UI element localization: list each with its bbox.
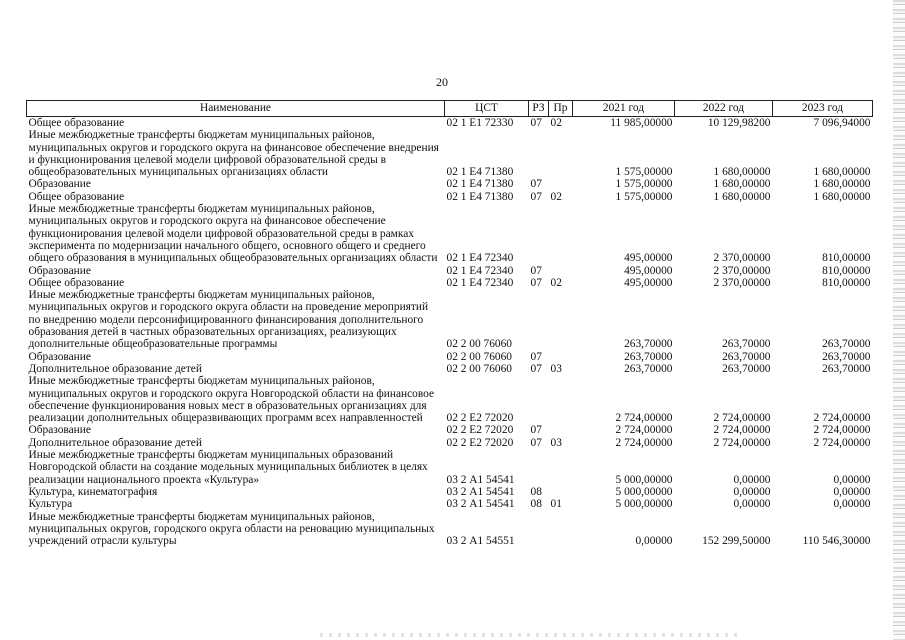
cell-name: Иные межбюджетные трансферты бюджетам муниципальных районов, муниципальных округов, городского округа области на реновацию муниципальных учреждений отрасли культуры [28,510,435,548]
cell-name: Иные межбюджетные трансферты бюджетам муниципальных районов, муниципальных округов и городского округа на финансовое обеспечение функционирования целевой модели цифровой образовательной среды в рамках эксперимента по модернизации начального общего, основного общего и среднего общего образования в муниципальных общеобразовательных организациях области [28,203,438,265]
scan-edge [893,0,905,640]
cell-v2021: 2 724,00000 [615,424,673,437]
header-cst: ЦСТ [445,101,529,117]
cell-pr: 03 [550,436,562,449]
cell-v2021: 5 000,00000 [615,498,673,511]
cell-pr: 03 [550,362,562,375]
cell-v2021: 495,00000 [624,276,673,289]
cell-v2022: 263,70000 [722,338,771,351]
cell-name: Образование [28,424,91,437]
cell-cst: 02 2 Е2 72020 [446,424,514,437]
cell-v2021: 2 724,00000 [615,412,673,425]
cell-v2023: 0,00000 [833,485,871,498]
cell-v2022: 2 724,00000 [713,436,771,449]
table-row [27,178,873,190]
cell-cst: 02 2 00 76060 [446,338,512,351]
cell-cst: 02 1 Е1 72330 [446,117,514,129]
table-row [27,498,873,510]
header-2022: 2022 год [675,101,773,117]
cell-rz: 07 [530,362,542,375]
cell-v2022: 0,00000 [733,473,771,486]
cell-rz [529,203,549,264]
table-row [27,363,873,375]
cell-v2023: 2 724,00000 [813,424,871,437]
cell-v2022: 10 129,98200 [707,117,771,129]
header-row [27,101,873,117]
cell-name: Общее образование [28,117,125,129]
cell-v2021: 11 985,00000 [610,117,673,129]
cell-v2022: 263,70000 [722,362,771,375]
table-row [27,117,873,130]
cell-v2023: 110 546,30000 [802,535,871,548]
cell-rz: 07 [530,117,542,129]
cell-cst: 03 2 А1 54541 [446,498,515,511]
cell-name: Иные межбюджетные трансферты бюджетам муниципальных районов, муниципальных округов и городского округа области на проведение мероприятий по внедрению модели персонифицированного финансирования дополнительного образования детей в частных образовательных организациях, реализующих дополнительные общеобразовательные программы [28,289,429,351]
cell-v2023: 263,70000 [822,362,871,375]
table-row [27,449,873,486]
cell-v2023: 810,00000 [822,276,871,289]
cell-rz [529,289,549,350]
cell-pr [549,424,573,436]
cell-pr: 02 [550,190,562,203]
cell-v2023: 2 724,00000 [813,436,871,449]
header-2023: 2023 год [773,101,873,117]
cell-v2022: 2 370,00000 [713,264,771,277]
cell-v2022: 2 724,00000 [713,424,771,437]
cell-v2023: 1 680,00000 [813,178,871,191]
scan-noise [320,633,740,637]
cell-v2021: 263,70000 [624,350,673,363]
cell-rz: 07 [530,276,542,289]
cell-rz [529,511,549,548]
table-row [27,265,873,277]
cell-cst: 03 2 А1 54551 [446,535,515,548]
cell-v2021: 263,70000 [624,338,673,351]
cell-pr [549,351,573,363]
cell-v2023: 810,00000 [822,264,871,277]
cell-name: Иные межбюджетные трансферты бюджетам муниципальных районов, муниципальных округов и городского округа Новгородской области на финансовое обеспечение функционирования новых мест в образовательных организациях для реализации дополнительных общеразвивающих программ всех направленностей [28,375,435,425]
cell-cst: 03 2 А1 54541 [446,473,515,486]
cell-v2023: 0,00000 [833,473,871,486]
cell-v2022: 0,00000 [733,485,771,498]
cell-cst: 03 2 А1 54541 [446,485,515,498]
cell-pr: 01 [550,498,562,511]
cell-rz: 07 [530,178,542,191]
cell-name: Общее образование [28,276,125,289]
cell-rz [529,449,549,486]
cell-pr [549,289,573,350]
cell-cst: 02 2 00 76060 [446,350,512,363]
cell-rz: 07 [530,264,542,277]
cell-rz [529,375,549,424]
cell-v2021: 5 000,00000 [615,485,673,498]
table-row [27,486,873,498]
cell-v2021: 263,70000 [624,362,673,375]
cell-cst: 02 2 00 76060 [446,362,512,375]
cell-v2022: 2 370,00000 [713,276,771,289]
cell-name: Культура, кинематография [28,485,158,498]
header-rz: РЗ [529,101,549,117]
cell-name: Образование [28,264,91,277]
cell-rz: 07 [530,190,542,203]
cell-v2022: 1 680,00000 [713,190,771,203]
cell-rz: 08 [530,498,542,511]
cell-v2021: 1 575,00000 [615,166,673,179]
cell-name: Дополнительное образование детей [28,362,202,375]
cell-cst: 02 1 Е4 71380 [446,190,514,203]
cell-v2023: 1 680,00000 [813,190,871,203]
page-number: 20 [436,75,448,89]
cell-rz: 07 [530,350,542,363]
cell-cst: 02 1 Е4 72340 [446,264,514,277]
table-row [27,437,873,449]
cell-v2023: 7 096,94000 [813,117,871,129]
header-pr: Пр [549,101,573,117]
cell-rz: 07 [530,436,542,449]
table-row [27,424,873,436]
cell-name: Образование [28,350,91,363]
table-row [27,129,873,178]
cell-v2022: 1 680,00000 [713,166,771,179]
table-row [27,203,873,264]
cell-rz: 07 [530,424,542,437]
cell-v2023: 810,00000 [822,252,871,265]
cell-v2023: 263,70000 [822,350,871,363]
cell-v2021: 0,00000 [635,535,673,548]
table-row [27,375,873,424]
cell-v2021: 1 575,00000 [615,190,673,203]
cell-pr [549,203,573,264]
cell-pr [549,178,573,190]
cell-cst: 02 2 Е2 72020 [446,412,514,425]
cell-v2022: 152 299,50000 [702,535,771,548]
cell-v2022: 2 724,00000 [713,412,771,425]
cell-name: Иные межбюджетные трансферты бюджетам муниципальных районов, муниципальных округов и городского округа на финансовое обеспечение внедрения и функционирования целевой модели цифровой образовательной среды в общеобразовательных муниципальных организациях области [28,129,439,179]
cell-v2023: 1 680,00000 [813,166,871,179]
cell-v2023: 2 724,00000 [813,412,871,425]
cell-rz: 08 [530,485,542,498]
cell-pr [549,486,573,498]
cell-name: Культура [28,498,73,511]
header-2021: 2021 год [573,101,675,117]
cell-cst: 02 1 Е4 71380 [446,178,514,191]
cell-name: Дополнительное образование детей [28,436,202,449]
table-row [27,511,873,548]
cell-v2022: 263,70000 [722,350,771,363]
cell-pr: 02 [550,117,562,129]
cell-name: Иные межбюджетные трансферты бюджетам муниципальных образований Новгородской области на создание модельных муниципальных библиотек в целях реализации национального проекта «Культура» [28,449,428,486]
cell-v2022: 2 370,00000 [713,252,771,265]
cell-v2023: 263,70000 [822,338,871,351]
table-row [27,351,873,363]
cell-v2021: 495,00000 [624,252,673,265]
cell-v2021: 1 575,00000 [615,178,673,191]
cell-pr [549,375,573,424]
cell-pr [549,511,573,548]
cell-cst: 02 1 Е4 72340 [446,252,514,265]
cell-v2021: 2 724,00000 [615,436,673,449]
table-row [27,277,873,289]
cell-name: Образование [28,178,91,191]
table-row [27,191,873,203]
cell-pr [549,265,573,277]
cell-pr: 02 [550,276,562,289]
cell-pr [549,129,573,178]
table-row [27,289,873,350]
cell-v2022: 1 680,00000 [713,178,771,191]
cell-cst: 02 1 Е4 72340 [446,276,514,289]
cell-v2022: 0,00000 [733,498,771,511]
cell-cst: 02 2 Е2 72020 [446,436,514,449]
cell-v2023: 0,00000 [833,498,871,511]
cell-cst: 02 1 Е4 71380 [446,166,514,179]
cell-name: Общее образование [28,190,125,203]
budget-table [26,100,873,547]
cell-v2021: 495,00000 [624,264,673,277]
header-name: Наименование [27,101,445,117]
cell-pr [549,449,573,486]
cell-rz [529,129,549,178]
cell-v2021: 5 000,00000 [615,473,673,486]
